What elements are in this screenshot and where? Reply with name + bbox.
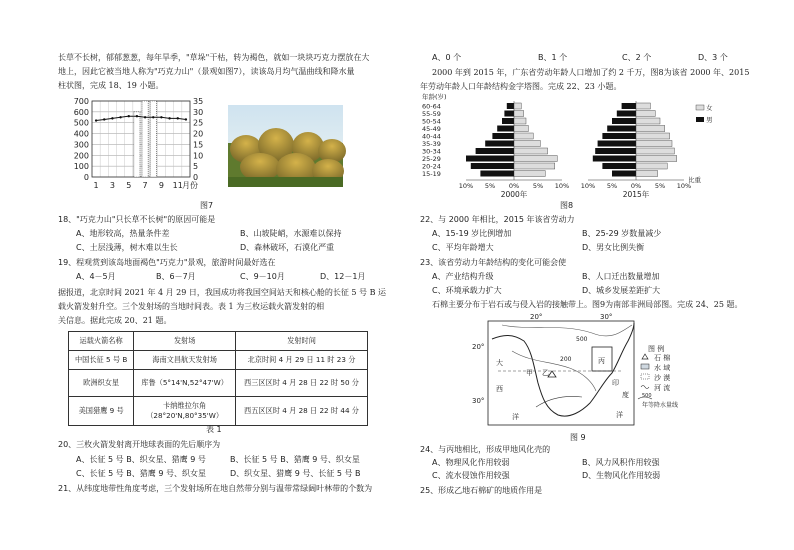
table-header: 发射场 [134,332,236,351]
month-unit-label: 月份 [182,181,198,190]
map-label: 西 [496,385,503,393]
left-tick-label: 300 [73,140,89,150]
news-line-3: 关信息。据此完成 20、21 题。 [58,316,172,325]
female-bar [636,118,660,124]
temperature-point [160,116,162,118]
month-tick-label: 3 [109,181,115,190]
female-bar [514,111,524,117]
month-tick-label: 9 [158,181,164,190]
age-tick-label: 50-54 [422,117,441,126]
table-header: 发射时间 [236,332,368,351]
q25-stem: 25、形成乙地石棉矿的地质作用是 [420,486,543,495]
q21-option-c[interactable]: C、2 个 [622,53,652,62]
map-label: 甲 [526,369,533,377]
chocolate-hills-photo [228,105,343,187]
female-bar [636,141,672,147]
legend-male-label: 男 [706,116,713,124]
table-row [69,397,368,426]
intro-line-3: 柱状图，完成 18、19 小题。 [58,81,164,90]
male-bar [602,133,636,139]
q22-stem: 22、与 2000 年相比，2015 年该省劳动力 [420,215,575,224]
q18-option-c[interactable]: C、土层浅薄，树木难以生长 [76,243,178,252]
pyramid-tick-label: 10% [554,182,570,190]
right-tick-label: 0 [193,173,199,182]
legend-item: 石 棉 [654,354,671,362]
intro-line-2: 地上，因此它被当地人称为"巧克力山"（景观如图7），读该岛月均气温曲线和降水量 [58,67,355,76]
intro-line-1: 长草不长树，郁郁葱葱，每年旱季，"草垛"干枯，转为褐色，就如一块块巧克力摆放在大 [58,53,370,62]
male-bar [480,171,514,177]
age-tick-label: 45-49 [422,125,441,133]
q20-stem: 20、三枚火箭发射离开地球表面的先后顺序为 [58,440,221,449]
q21-option-b[interactable]: B、1 个 [538,53,568,62]
population-pyramid-chart [420,93,713,203]
female-bar [514,103,521,109]
q23-stem: 23、该省劳动力年龄结构的变化可能会使 [420,258,567,267]
figure-8-caption: 图8 [560,201,574,210]
male-bar [602,163,636,169]
precip-bar [150,101,156,177]
temperature-point [168,117,170,119]
map-label: 印 [612,379,619,387]
female-bar [636,103,650,109]
launch-table [68,331,368,426]
male-bar [612,171,636,177]
male-bar [607,126,636,132]
left-tick-label: 400 [73,129,89,139]
legend-title: 图 例 [648,345,665,353]
pyramid-tick-label: 5% [532,182,544,190]
legend-item: 沙 漠 [654,374,671,382]
lat-label: 20° [472,343,485,351]
q20-option-d[interactable]: D、织女星、猎鹰 9 号、长征 5 号 B [230,469,361,478]
table-cell: 中国长征 5 号 B [69,351,134,370]
ratio-axis-label: 比重 [688,176,701,184]
intro2-line-1: 2000 年到 2015 年，广东省劳动年龄人口增加了约 2 千万，图8为该省 2000 年、2015 [432,68,750,77]
isohyet-label: 200 [560,356,572,363]
left-tick-label: 200 [73,151,89,161]
pyramid-tick-label: 10% [458,182,474,190]
temperature-point [95,119,97,121]
right-tick-label: 35 [193,97,204,106]
table-row [69,351,368,370]
month-tick-label: 7 [142,181,148,190]
table-1-caption: 表 1 [206,425,222,434]
right-column [420,0,750,550]
table-row [69,370,368,397]
table-header: 运载火箭名称 [69,332,134,351]
q19-stem: 19、程观赏到该岛地面褐色"巧克力"景观，旅游时间最好选在 [58,258,276,267]
q20-option-c[interactable]: C、长征 5 号 B、猎鹰 9 号、织女星 [76,469,206,478]
female-bar [514,163,555,169]
month-tick-label: 5 [126,181,132,190]
female-bar [636,111,655,117]
southern-africa-map [472,311,702,439]
q19-option-b[interactable]: B、6－7月 [156,272,196,281]
map-label: 乙 [542,369,549,377]
q20-option-a[interactable]: A、长征 5 号 B、织女星、猎鹰 9 号 [76,455,206,464]
temperature-point [177,117,179,119]
female-bar [514,141,540,147]
left-tick-label: 500 [73,118,89,128]
right-tick-label: 30 [193,107,204,117]
temperature-point [136,115,138,117]
male-bar [507,103,514,109]
q18-option-b[interactable]: B、山坡陡峭，水源难以保持 [240,229,342,238]
news-line-2: 载火箭发射升空。三个发射场的当地时间表。表 1 为三枚运载火箭发射的相 [58,302,325,311]
legend-item: 年等降水量线 [642,402,679,409]
q23-option-d[interactable]: D、城乡发展差距扩大 [582,286,661,295]
q18-option-a[interactable]: A、地形较高，热量条件差 [76,229,170,238]
figure-9-caption: 图 9 [570,433,586,442]
map-label: 度 [622,391,629,399]
age-axis-title: 年龄(岁) [422,93,447,101]
table-cell: 北京时间 4 月 29 日 11 时 23 分 [236,351,368,370]
table-cell: 海南文昌航天发射场 [134,351,236,370]
male-bar [622,103,636,109]
isohyet-label: 500 [576,336,588,343]
male-bar [504,111,514,117]
male-bar [612,118,636,124]
right-tick-label: 5 [193,162,199,172]
temperature-point [103,118,105,120]
pyramid-tick-label: 0% [508,182,520,190]
figure-7-caption: 图7 [200,201,214,210]
legend-male-swatch [696,117,704,122]
q23-option-a[interactable]: A、产业结构升级 [432,272,494,281]
q22-option-a[interactable]: A、15-19 岁比例增加 [432,229,512,238]
age-tick-label: 55-59 [422,110,441,118]
map-label: 大 [496,359,503,367]
female-bar [514,148,548,154]
svg-text:500: 500 [642,393,652,399]
q21-option-d[interactable]: D、3 个 [698,53,728,62]
pyramid-tick-label: 10% [580,182,596,190]
map-label: 洋 [616,411,623,419]
right-tick-label: 10 [193,151,204,161]
male-bar [595,148,636,154]
q22-option-b[interactable]: B、25-29 岁数量减少 [582,229,662,238]
female-bar [636,171,658,177]
table-cell: 美国猎鹰 9 号 [69,397,134,426]
age-tick-label: 60-64 [422,102,441,111]
q21-option-a[interactable]: A、0 个 [432,53,462,62]
map-intro: 石棉主要分布于岩石或与侵入岩的接触带上。图9为南部非洲局部图。完成 24、25 题。 [432,300,743,309]
age-tick-label: 15-19 [422,170,441,178]
map-label: 洋 [512,413,519,421]
map-label: 丙 [598,357,605,365]
male-bar [502,118,514,124]
news-line-1: 据报道，北京时间 2021 年 4 月 29 日，我国成功将我国空间站天和核心舱的长征 5 号 B 运 [58,288,387,297]
male-bar [617,111,636,117]
male-bar [497,126,514,132]
left-tick-label: 100 [73,162,89,172]
q22-option-c[interactable]: C、平均年龄增大 [432,243,494,252]
q24-option-a[interactable]: A、物理风化作用较弱 [432,458,510,467]
temperature-point [144,116,146,118]
lat-label: 30° [472,397,485,405]
q22-option-d[interactable]: D、男女比例失衡 [582,243,645,252]
male-bar [466,156,514,162]
lon-label: 30° [600,313,613,321]
pyramid-year-label: 2000年 [500,190,528,199]
table-cell: 西三区区时 4 月 28 日 22 时 50 分 [236,370,368,397]
legend-item: 河 流 [654,384,671,392]
age-tick-label: 25-29 [422,155,441,163]
age-tick-label: 20-24 [422,162,441,171]
left-tick-label: 0 [83,173,89,182]
precip-bar [142,101,148,177]
table-cell: 卡纳维拉尔角 （28°20'N,80°35'W） [134,397,236,426]
left-tick-label: 600 [73,107,89,117]
table-header-row [69,332,368,351]
q24-option-c[interactable]: C、流水侵蚀作用较强 [432,471,510,480]
q18-stem: 18、"巧克力山"只长草不长树"的原因可能是 [58,215,216,224]
female-bar [514,156,557,162]
temperature-point [128,115,130,117]
age-tick-label: 35-39 [422,140,441,148]
pyramid-tick-label: 5% [484,182,496,190]
right-tick-label: 15 [193,140,204,150]
female-bar [514,171,545,177]
female-bar [514,118,526,124]
q18-option-d[interactable]: D、森林破坏，石漠化严重 [240,243,335,252]
male-bar [593,156,636,162]
q21-stem: 21、从纬度地带性角度考虑，三个发射场所在地自然带分别与温带常绿阔叶林带的个数为 [58,484,373,493]
female-bar [636,163,667,169]
pyramid-year-label: 2015年 [622,190,650,199]
month-tick-label: 11 [172,181,183,190]
table-cell: 欧洲织女星 [69,370,134,397]
pyramid-tick-label: 5% [654,182,666,190]
month-tick-label: 1 [93,181,99,190]
q24-stem: 24、与丙地相比，形成甲地风化壳的 [420,445,551,454]
left-column [58,0,388,550]
q19-option-d[interactable]: D、12－1月 [320,272,366,281]
legend-female-swatch [696,105,704,110]
q19-option-a[interactable]: A、4－5月 [76,272,116,281]
legend-female-label: 女 [706,104,713,112]
female-bar [636,126,665,132]
male-bar [492,133,514,139]
precip-bar [134,112,140,177]
legend-item: 水 域 [654,364,671,372]
climate-chart [58,93,218,193]
female-bar [636,156,677,162]
q24-option-d[interactable]: D、生物风化作用较弱 [582,471,661,480]
right-tick-label: 20 [193,129,204,139]
intro2-line-2: 年劳动年龄人口年龄结构金字塔图。完成 22、23 小题。 [420,82,622,91]
table-cell: 库鲁（5°14'N,52°47'W） [134,370,236,397]
female-bar [636,148,674,154]
male-bar [485,141,514,147]
age-tick-label: 40-44 [422,132,441,141]
female-bar [636,133,670,139]
pyramid-tick-label: 5% [606,182,618,190]
lon-label: 20° [530,313,543,321]
table-cell: 西五区区时 4 月 28 日 22 时 44 分 [236,397,368,426]
q19-option-c[interactable]: C、9－10月 [240,272,285,281]
female-bar [514,133,533,139]
q23-option-b[interactable]: B、人口迁出数量增加 [582,272,660,281]
female-bar [514,126,528,132]
temperature-point [185,118,187,120]
q23-option-c[interactable]: C、环境承载力扩大 [432,286,502,295]
temperature-point [111,117,113,119]
age-tick-label: 30-34 [422,147,441,156]
temperature-point [119,116,121,118]
male-bar [471,163,514,169]
temperature-point [152,116,154,118]
q24-option-b[interactable]: B、风力风积作用较强 [582,458,660,467]
right-tick-label: 25 [193,118,204,128]
male-bar [476,148,514,154]
pyramid-tick-label: 10% [676,182,692,190]
male-bar [598,141,636,147]
left-tick-label: 700 [73,97,89,106]
pyramid-tick-label: 0% [630,182,642,190]
q20-option-b[interactable]: B、长征 5 号 B、猎鹰 9 号、织女星 [230,455,360,464]
